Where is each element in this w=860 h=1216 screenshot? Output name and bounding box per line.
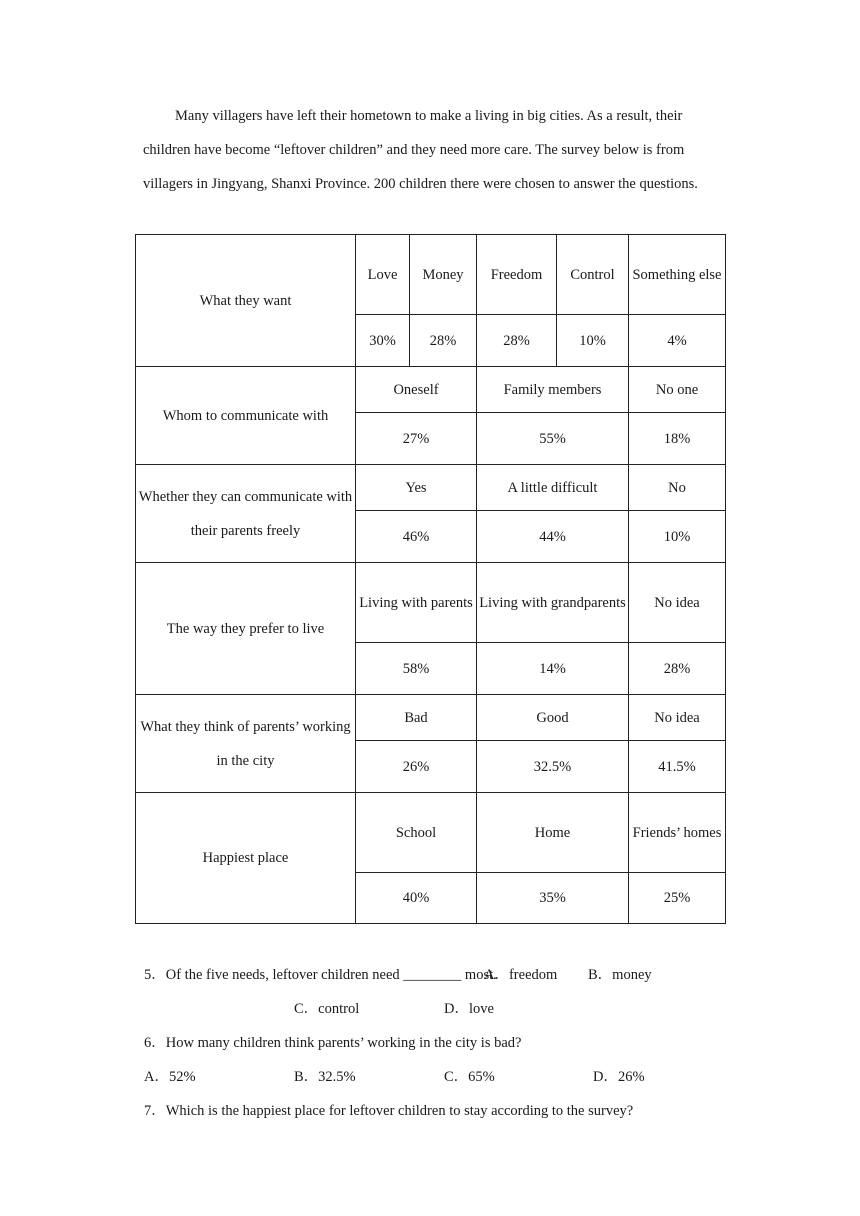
value-cell: 10% (557, 315, 629, 367)
option-cell: Freedom (477, 235, 557, 315)
value-cell: 27% (356, 413, 477, 465)
value-cell: 35% (477, 873, 629, 924)
option-cell: School (356, 793, 477, 873)
question-5-option-d: D．love (444, 1001, 494, 1017)
table-row (136, 793, 726, 873)
question-6-option-a: A．52% (144, 1069, 196, 1085)
value-cell: 10% (629, 511, 726, 563)
question-6 (144, 1026, 744, 1060)
option-cell: Oneself (356, 367, 477, 413)
value-cell: 58% (356, 643, 477, 695)
option-cell: Living with parents (356, 563, 477, 643)
option-cell: Living with grandparents (477, 563, 629, 643)
question-5-option-b: B．money (588, 967, 652, 983)
value-cell: 41.5% (629, 741, 726, 793)
value-cell: 30% (356, 315, 410, 367)
row-label-want: What they want (136, 235, 356, 367)
value-cell: 4% (629, 315, 726, 367)
option-cell: Bad (356, 695, 477, 741)
value-cell: 18% (629, 413, 726, 465)
option-cell: No idea (629, 695, 726, 741)
row-label-live: The way they prefer to live (136, 563, 356, 695)
value-cell: 28% (410, 315, 477, 367)
question-5-option-a: A．freedom (484, 967, 558, 983)
question-6-stem: 6．How many children think parents’ working in the city is bad? (144, 1035, 522, 1051)
row-label-freely: Whether they can communicate with their parents freely (136, 465, 356, 563)
option-cell: A little difficult (477, 465, 629, 511)
value-cell: 46% (356, 511, 477, 563)
value-cell: 44% (477, 511, 629, 563)
option-cell: Family members (477, 367, 629, 413)
value-cell: 26% (356, 741, 477, 793)
option-cell: Control (557, 235, 629, 315)
question-7 (144, 1094, 744, 1128)
table-row (136, 695, 726, 741)
row-label-think: What they think of parents’ working in the city (136, 695, 356, 793)
value-cell: 32.5% (477, 741, 629, 793)
row-label-communicate: Whom to communicate with (136, 367, 356, 465)
option-cell: Money (410, 235, 477, 315)
question-5-options-row2 (144, 992, 744, 1026)
question-5-stem: 5．Of the five needs, leftover children need ________ most. (144, 967, 497, 983)
question-6-option-d: D．26% (593, 1069, 645, 1085)
table-row (136, 367, 726, 413)
value-cell: 28% (629, 643, 726, 695)
value-cell: 28% (477, 315, 557, 367)
option-cell: Good (477, 695, 629, 741)
questions-section (144, 958, 744, 1128)
value-cell: 55% (477, 413, 629, 465)
question-6-option-c: C．65% (444, 1069, 495, 1085)
question-6-options (144, 1060, 744, 1094)
question-5 (144, 958, 744, 992)
option-cell: Yes (356, 465, 477, 511)
option-cell: No (629, 465, 726, 511)
option-cell: No one (629, 367, 726, 413)
value-cell: 40% (356, 873, 477, 924)
survey-table (135, 234, 726, 924)
table-row (136, 465, 726, 511)
option-cell: Home (477, 793, 629, 873)
value-cell: 14% (477, 643, 629, 695)
option-cell: No idea (629, 563, 726, 643)
question-5-option-c: C．control (294, 1001, 360, 1017)
question-6-option-b: B．32.5% (294, 1069, 356, 1085)
value-cell: 25% (629, 873, 726, 924)
table-row (136, 563, 726, 643)
intro-paragraph: Many villagers have left their hometown to make a living in big cities. As a result, their children have become “leftover children” and they need more care. The survey below is from villagers in Jingyang, Shanxi Province. 200 children there were chosen to answer the questions. (143, 108, 698, 192)
option-cell: Friends’ homes (629, 793, 726, 873)
table-row (136, 235, 726, 315)
option-cell: Love (356, 235, 410, 315)
row-label-happiest: Happiest place (136, 793, 356, 924)
option-cell: Something else (629, 235, 726, 315)
question-7-stem: 7．Which is the happiest place for leftover children to stay according to the survey? (144, 1103, 634, 1119)
